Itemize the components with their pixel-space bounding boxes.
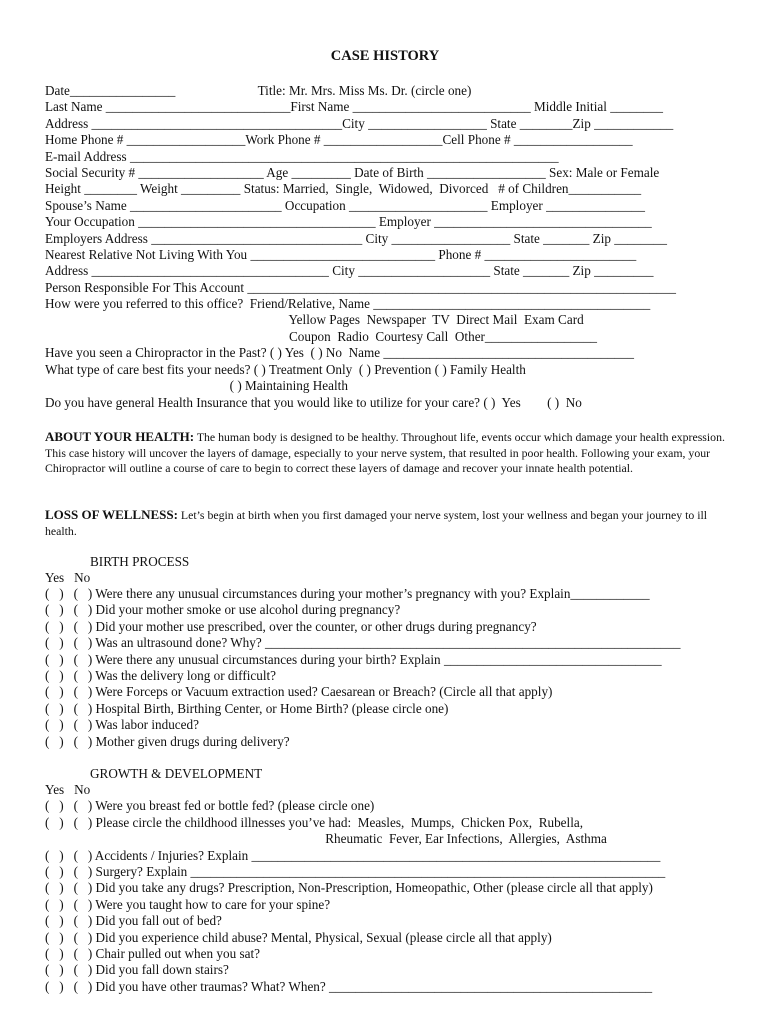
- growth-yes-no-header: Yes No: [45, 782, 91, 797]
- birth-question[interactable]: ( ) ( ) Mother given drugs during delivery?: [45, 734, 290, 749]
- birth-yes-no-header: Yes No: [45, 570, 91, 585]
- height-weight-status-line[interactable]: Height ________ Weight _________ Status: Married, Single, Widowed, Divorced # of Children___________: [45, 181, 642, 196]
- referral-options-line-1[interactable]: Yellow Pages Newspaper TV Direct Mail Exam Card: [45, 312, 584, 327]
- email-line[interactable]: E-mail Address _________________________________________________________________: [45, 149, 559, 164]
- page-title: CASE HISTORY: [330, 48, 440, 64]
- loss-of-wellness-paragraph: [45, 507, 725, 539]
- birth-question[interactable]: ( ) ( ) Did your mother smoke or use alcohol during pregnancy?: [45, 602, 401, 617]
- spouse-line[interactable]: Spouse’s Name _______________________ Occupation _____________________ Employer _______________: [45, 198, 645, 213]
- growth-question[interactable]: ( ) ( ) Were you breast fed or bottle fed? (please circle one): [45, 798, 375, 813]
- growth-development-heading: GROWTH & DEVELOPMENT: [90, 766, 263, 781]
- date-title-line[interactable]: Date________________ Title: Mr. Mrs. Miss Ms. Dr. (circle one): [45, 83, 472, 98]
- employer-address-line[interactable]: Employers Address ________________________________ City __________________ State _______ Zip ________: [45, 231, 667, 246]
- insurance-line[interactable]: Do you have general Health Insurance that you would like to utilize for your care? ( ) Yes ( ) No: [45, 395, 582, 410]
- about-heading: ABOUT YOUR HEALTH:: [45, 429, 195, 444]
- referral-line[interactable]: How were you referred to this office? Friend/Relative, Name __________________________________________: [45, 296, 651, 311]
- loss-heading: LOSS OF WELLNESS:: [45, 507, 178, 522]
- nearest-relative-line[interactable]: Nearest Relative Not Living With You ____________________________ Phone # _______________________: [45, 247, 637, 262]
- about-text: The human body is designed to be healthy. Throughout life, events occur which damage your health expression. This case history will uncover the layers of damage, especially to your nerve system, that resulted in poor health. Following your exam, your Chiropractor will outline a course of care to begin to correct these layers of damage and recover your innate health potential.: [45, 430, 725, 475]
- growth-question[interactable]: ( ) ( ) Chair pulled out when you sat?: [45, 946, 260, 961]
- growth-question[interactable]: ( ) ( ) Were you taught how to care for your spine?: [45, 897, 331, 912]
- birth-question[interactable]: ( ) ( ) Hospital Birth, Birthing Center, or Home Birth? (please circle one): [45, 701, 449, 716]
- birth-question[interactable]: ( ) ( ) Were there any unusual circumstances during your mother’s pregnancy with you? Explain____________: [45, 586, 650, 601]
- chiropractor-past-line[interactable]: Have you seen a Chiropractor in the Past? ( ) Yes ( ) No Name ______________________________________: [45, 345, 634, 360]
- birth-process-heading: BIRTH PROCESS: [90, 554, 190, 569]
- birth-question[interactable]: ( ) ( ) Was the delivery long or difficult?: [45, 668, 276, 683]
- ssn-age-dob-line[interactable]: Social Security # ___________________ Age _________ Date of Birth __________________ Sex: Male or Female: [45, 165, 660, 180]
- growth-question[interactable]: ( ) ( ) Did you fall out of bed?: [45, 913, 222, 928]
- referral-options-line-2[interactable]: Coupon Radio Courtesy Call Other_________________: [45, 329, 598, 344]
- care-type-line-2[interactable]: ( ) Maintaining Health: [45, 378, 348, 393]
- birth-question[interactable]: ( ) ( ) Was an ultrasound done? Why? _______________________________________________________________: [45, 635, 681, 650]
- growth-question-continuation[interactable]: Rheumatic Fever, Ear Infections, Allergies, Asthma: [45, 831, 607, 846]
- birth-question[interactable]: ( ) ( ) Were there any unusual circumstances during your birth? Explain _________________________________: [45, 652, 662, 667]
- loss-text: Let’s begin at birth when you first damaged your nerve system, lost your wellness and began your journey to ill health.: [45, 508, 708, 538]
- occupation-line[interactable]: Your Occupation ____________________________________ Employer _________________________________: [45, 214, 652, 229]
- phone-line[interactable]: Home Phone # __________________Work Phone # __________________Cell Phone # __________________: [45, 132, 633, 147]
- growth-question[interactable]: ( ) ( ) Did you have other traumas? What? When? _________________________________________________: [45, 979, 653, 994]
- responsible-person-line[interactable]: Person Responsible For This Account _________________________________________________________________: [45, 280, 676, 295]
- relative-address-line[interactable]: Address ____________________________________ City ____________________ State _______ Zip _________: [45, 263, 654, 278]
- growth-question[interactable]: ( ) ( ) Please circle the childhood illnesses you’ve had: Measles, Mumps, Chicken Pox, Rubella,: [45, 815, 584, 830]
- growth-question[interactable]: ( ) ( ) Surgery? Explain ________________________________________________________________________: [45, 864, 666, 879]
- birth-question[interactable]: ( ) ( ) Was labor induced?: [45, 717, 199, 732]
- birth-question[interactable]: ( ) ( ) Did your mother use prescribed, over the counter, or other drugs during pregnancy?: [45, 619, 537, 634]
- birth-question[interactable]: ( ) ( ) Were Forceps or Vacuum extraction used? Caesarean or Breach? (Circle all that apply): [45, 684, 553, 699]
- name-line[interactable]: Last Name ____________________________First Name ___________________________ Middle Initial ________: [45, 99, 663, 114]
- care-type-line[interactable]: What type of care best fits your needs? ( ) Treatment Only ( ) Prevention ( ) Family Health: [45, 362, 526, 377]
- about-your-health-paragraph: [45, 429, 725, 477]
- growth-question[interactable]: ( ) ( ) Did you experience child abuse? Mental, Physical, Sexual (please circle all that apply): [45, 930, 552, 945]
- address-line[interactable]: Address ______________________________________City __________________ State ________Zip ____________: [45, 116, 674, 131]
- growth-question[interactable]: ( ) ( ) Did you fall down stairs?: [45, 962, 229, 977]
- growth-question[interactable]: ( ) ( ) Accidents / Injuries? Explain ______________________________________________________________: [45, 848, 661, 863]
- growth-question[interactable]: ( ) ( ) Did you take any drugs? Prescription, Non-Prescription, Homeopathic, Other (please circle all that apply): [45, 880, 653, 895]
